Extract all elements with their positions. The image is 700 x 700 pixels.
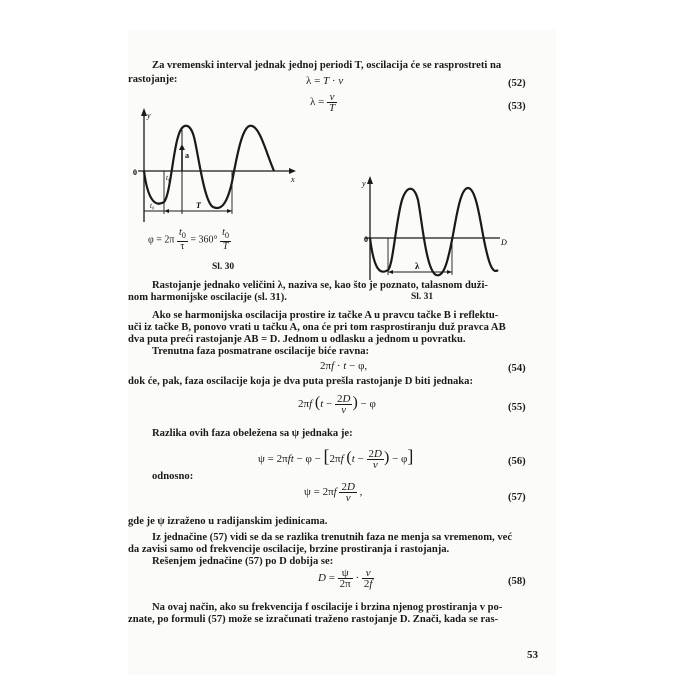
svg-text:y: y <box>147 111 151 120</box>
paragraph-9: Rešenjem jednačine (57) po D dobija se: <box>152 556 334 567</box>
svg-text:D: D <box>501 238 507 247</box>
paragraph-1-line-1: Rastojanje jednako veličini λ, naziva se, kao što je poznato, talasnom duži- <box>152 280 488 291</box>
paragraph-5: Razlika ovih faza obeležena sa ψ jednaka je: <box>152 428 353 439</box>
paragraph-10-line-2: znate, po formuli (57) može se izračunati traženo rastojanje D. Znači, kada se ras- <box>128 614 499 625</box>
page-number: 53 <box>527 649 538 661</box>
phase-formula: φ = 2π $\frac{t_0}{\tau}$ = 360° $\frac{t_0}{T}$ <box>148 227 230 252</box>
paragraph-8-line-2: da zavisi samo od frekvencije oscilacije, brzine prostiranja i rastojanja. <box>128 544 450 555</box>
figure-31-caption: Sl. 31 <box>411 292 434 302</box>
figure-30-caption: Sl. 30 <box>212 262 235 272</box>
svg-text:t₀: t₀ <box>166 174 171 182</box>
paragraph-8-line-1: Iz jednačine (57) vidi se da se razlika trenutnih faza ne menja sa vremenom, već <box>152 532 513 543</box>
equation-55-number: (55) <box>508 402 526 413</box>
equation-53: λ = $\frac{v}{T}$ <box>310 91 336 114</box>
equation-54: 2πf · t − φ, <box>320 360 368 372</box>
equation-52: λ = T · v <box>306 75 344 87</box>
paragraph-10-line-1: Na ovaj način, ako su frekvencija f oscilacije i brzina njenog prostiranja v po- <box>152 602 503 613</box>
equation-52-number: (52) <box>508 78 526 89</box>
equation-56: ψ = 2πft − φ − [2πf (t − $\frac{2D}{v}$ ) − φ] <box>258 446 414 471</box>
svg-text:y: y <box>362 179 366 188</box>
paragraph-3: Trenutna faza posmatrane oscilacije biće ravna: <box>152 346 370 357</box>
paragraph-7: gde je ψ izraženo u radijanskim jedinicama. <box>128 516 328 527</box>
figure-31 <box>360 180 510 290</box>
equation-58: D = $\frac{\psi}{2\pi}$ · $\frac{v}{2f}$ <box>318 567 373 590</box>
equation-57-number: (57) <box>508 492 526 503</box>
paragraph-2-line-3: dva puta preći rastojanje AB = D. Jednom u odlasku a jednom u povratku. <box>128 334 466 345</box>
svg-text:a: a <box>185 151 189 160</box>
svg-text:T: T <box>196 201 201 210</box>
paragraph-4: dok će, pak, faza oscilacije koja je dva puta prešla rastojanje D biti jednaka: <box>128 376 473 387</box>
equation-53-number: (53) <box>508 101 526 112</box>
paragraph-2-line-2: uči iz tačke B, ponovo vrati u tačku A, ona će pri tom rasprostiranju duž pravca AB <box>128 322 506 333</box>
paragraph-1-line-2: nom harmonijske oscilacije (sl. 31). <box>128 292 287 303</box>
svg-text:0: 0 <box>133 168 137 177</box>
intro-line-2: rastojanje: <box>128 74 178 85</box>
intro-line-1: Za vremenski interval jednak jednoj periodi T, oscilacija će se rasprostreti na <box>152 60 502 71</box>
equation-56-number: (56) <box>508 456 526 467</box>
svg-text:λ: λ <box>415 261 420 271</box>
equation-58-number: (58) <box>508 576 526 587</box>
paragraph-6: odnosno: <box>152 471 194 482</box>
equation-54-number: (54) <box>508 363 526 374</box>
svg-text:t₀: t₀ <box>150 202 155 210</box>
equation-55: 2πf (t − $\frac{2D}{v}$ ) − φ <box>298 393 376 416</box>
equation-57: ψ = 2πf $\frac{2D}{v}$ , <box>304 481 363 504</box>
svg-text:x: x <box>291 175 295 184</box>
svg-text:0: 0 <box>364 235 368 244</box>
book-page <box>128 30 556 675</box>
paragraph-2-line-1: Ako se harmonijska oscilacija prostire iz tačke A u pravcu tačke B i reflektu- <box>152 310 499 321</box>
